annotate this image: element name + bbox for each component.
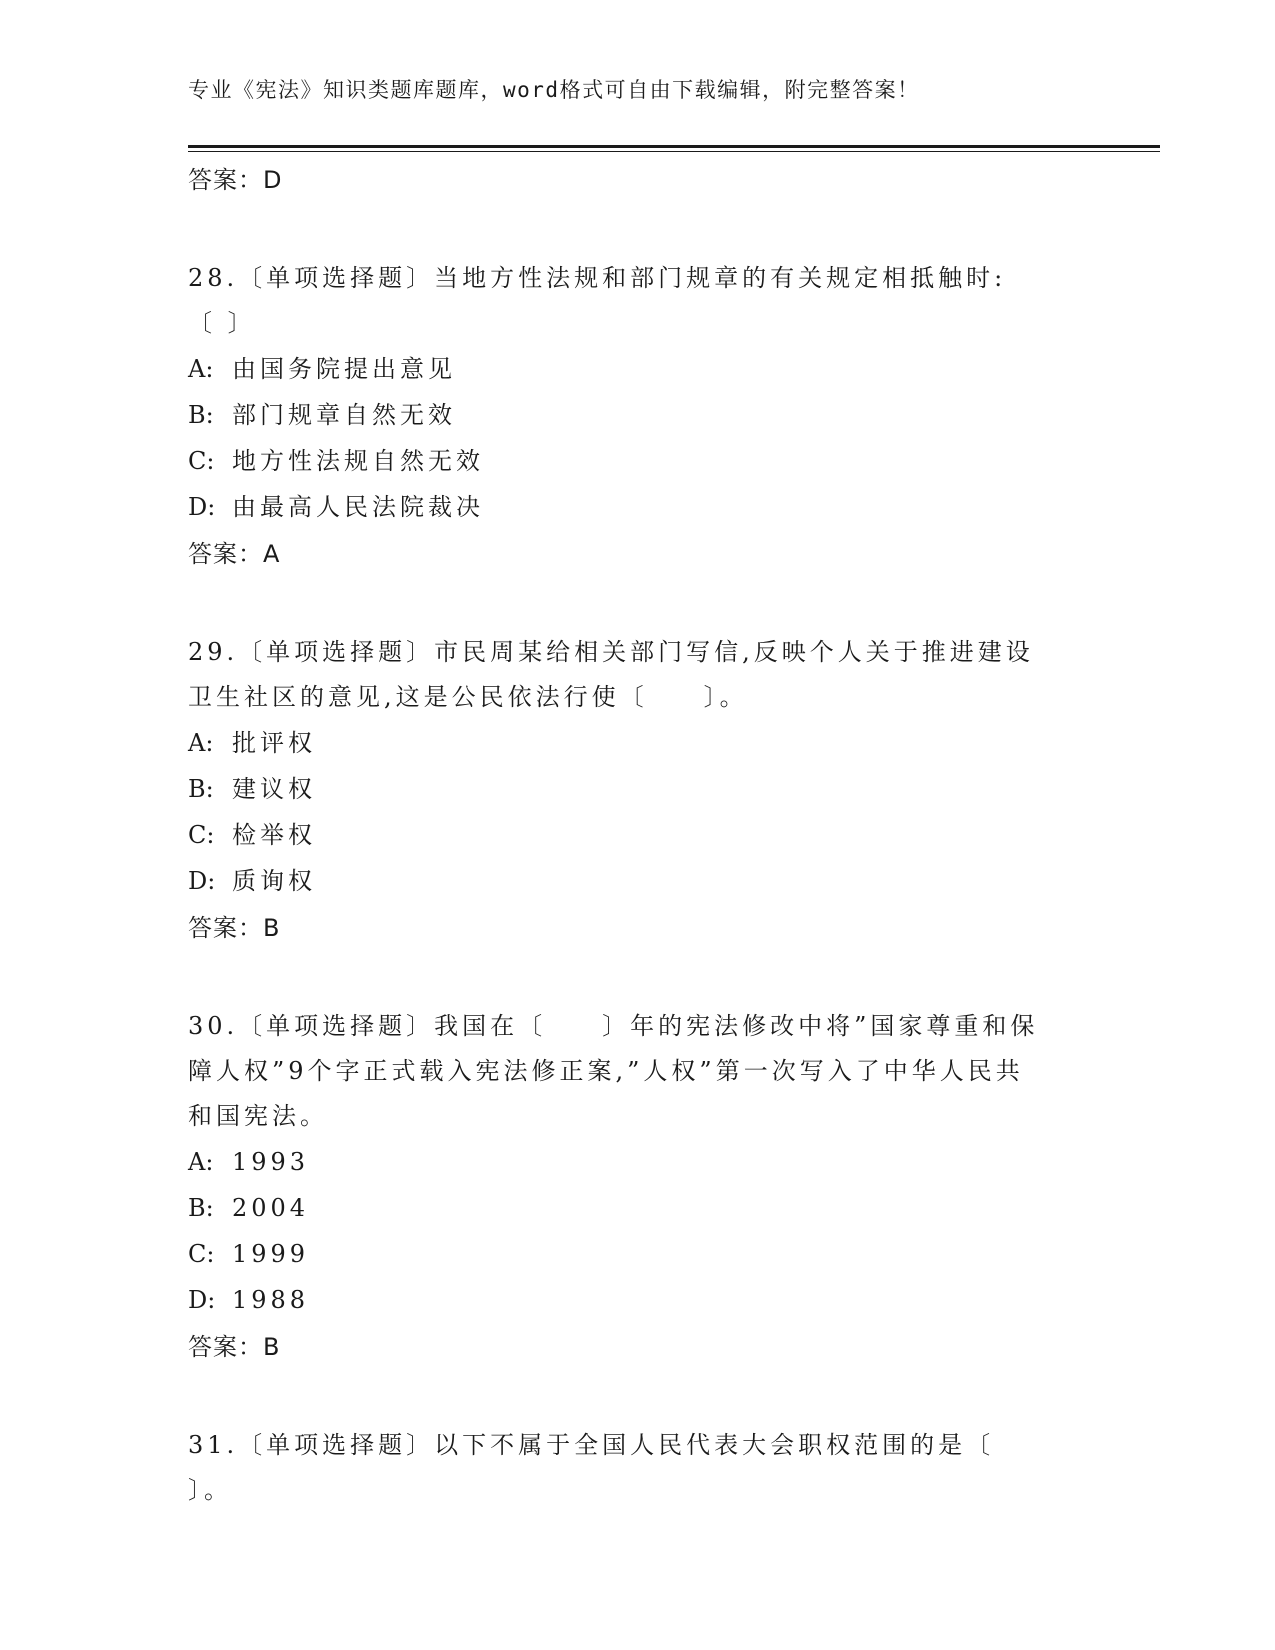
option-letter: D: xyxy=(188,493,216,521)
option-text: 1988 xyxy=(232,1286,310,1314)
option-letter: D: xyxy=(188,1286,216,1314)
header-rule-thick xyxy=(188,145,1160,148)
question-29 xyxy=(188,630,1088,952)
question-text: 31.〔单项选择题〕以下不属于全国人民代表大会职权范围的是〔 〕。 xyxy=(188,1431,995,1504)
question-text: 28.〔单项选择题〕当地方性法规和部门规章的有关规定相抵触时:〔 〕 xyxy=(188,264,1007,337)
previous-answer: 答案：D xyxy=(188,166,283,194)
option-letter: C: xyxy=(188,447,215,475)
option-letter: D: xyxy=(188,867,216,895)
question-28 xyxy=(188,256,1088,578)
option-b xyxy=(188,1185,1088,1231)
option-text: 1999 xyxy=(232,1240,310,1268)
answer: 答案：A xyxy=(188,540,281,568)
option-letter: C: xyxy=(188,1240,215,1268)
option-a xyxy=(188,720,1088,766)
header-rule-thin xyxy=(188,151,1160,152)
option-letter: C: xyxy=(188,821,215,849)
option-text: 2004 xyxy=(232,1194,310,1222)
option-c xyxy=(188,812,1088,858)
option-letter: A: xyxy=(188,729,214,757)
option-c xyxy=(188,438,1088,484)
option-text: 地方性法规自然无效 xyxy=(232,447,484,475)
question-text: 29.〔单项选择题〕市民周某给相关部门写信,反映个人关于推进建设卫生社区的意见,这是公民依法行使〔 〕。 xyxy=(188,638,1034,711)
page-header: 专业《宪法》知识类题库题库，word格式可自由下载编辑，附完整答案！ xyxy=(188,78,920,102)
option-text: 1993 xyxy=(232,1148,310,1176)
question-31 xyxy=(188,1423,1088,1513)
option-letter: A: xyxy=(188,355,214,383)
question-30 xyxy=(188,1004,1088,1371)
option-text: 部门规章自然无效 xyxy=(232,401,456,429)
option-text: 由国务院提出意见 xyxy=(232,355,456,383)
option-letter: B: xyxy=(188,1194,214,1222)
option-letter: B: xyxy=(188,401,214,429)
option-letter: A: xyxy=(188,1148,214,1176)
option-b xyxy=(188,392,1088,438)
option-text: 检举权 xyxy=(232,821,316,849)
option-text: 批评权 xyxy=(232,729,316,757)
option-a xyxy=(188,346,1088,392)
option-letter: B: xyxy=(188,775,214,803)
option-d xyxy=(188,484,1088,530)
option-d xyxy=(188,858,1088,904)
option-a xyxy=(188,1139,1088,1185)
question-text: 30.〔单项选择题〕我国在〔 〕年的宪法修改中将”国家尊重和保障人权”9个字正式载入宪法修正案,”人权”第一次写入了中华人民共和国宪法。 xyxy=(188,1012,1039,1130)
option-text: 建议权 xyxy=(232,775,316,803)
document-body xyxy=(188,156,1088,1513)
option-text: 由最高人民法院裁决 xyxy=(232,493,484,521)
option-text: 质询权 xyxy=(232,867,316,895)
answer: 答案：B xyxy=(188,1333,281,1361)
option-b xyxy=(188,766,1088,812)
answer: 答案：B xyxy=(188,914,281,942)
option-d xyxy=(188,1277,1088,1323)
option-c xyxy=(188,1231,1088,1277)
